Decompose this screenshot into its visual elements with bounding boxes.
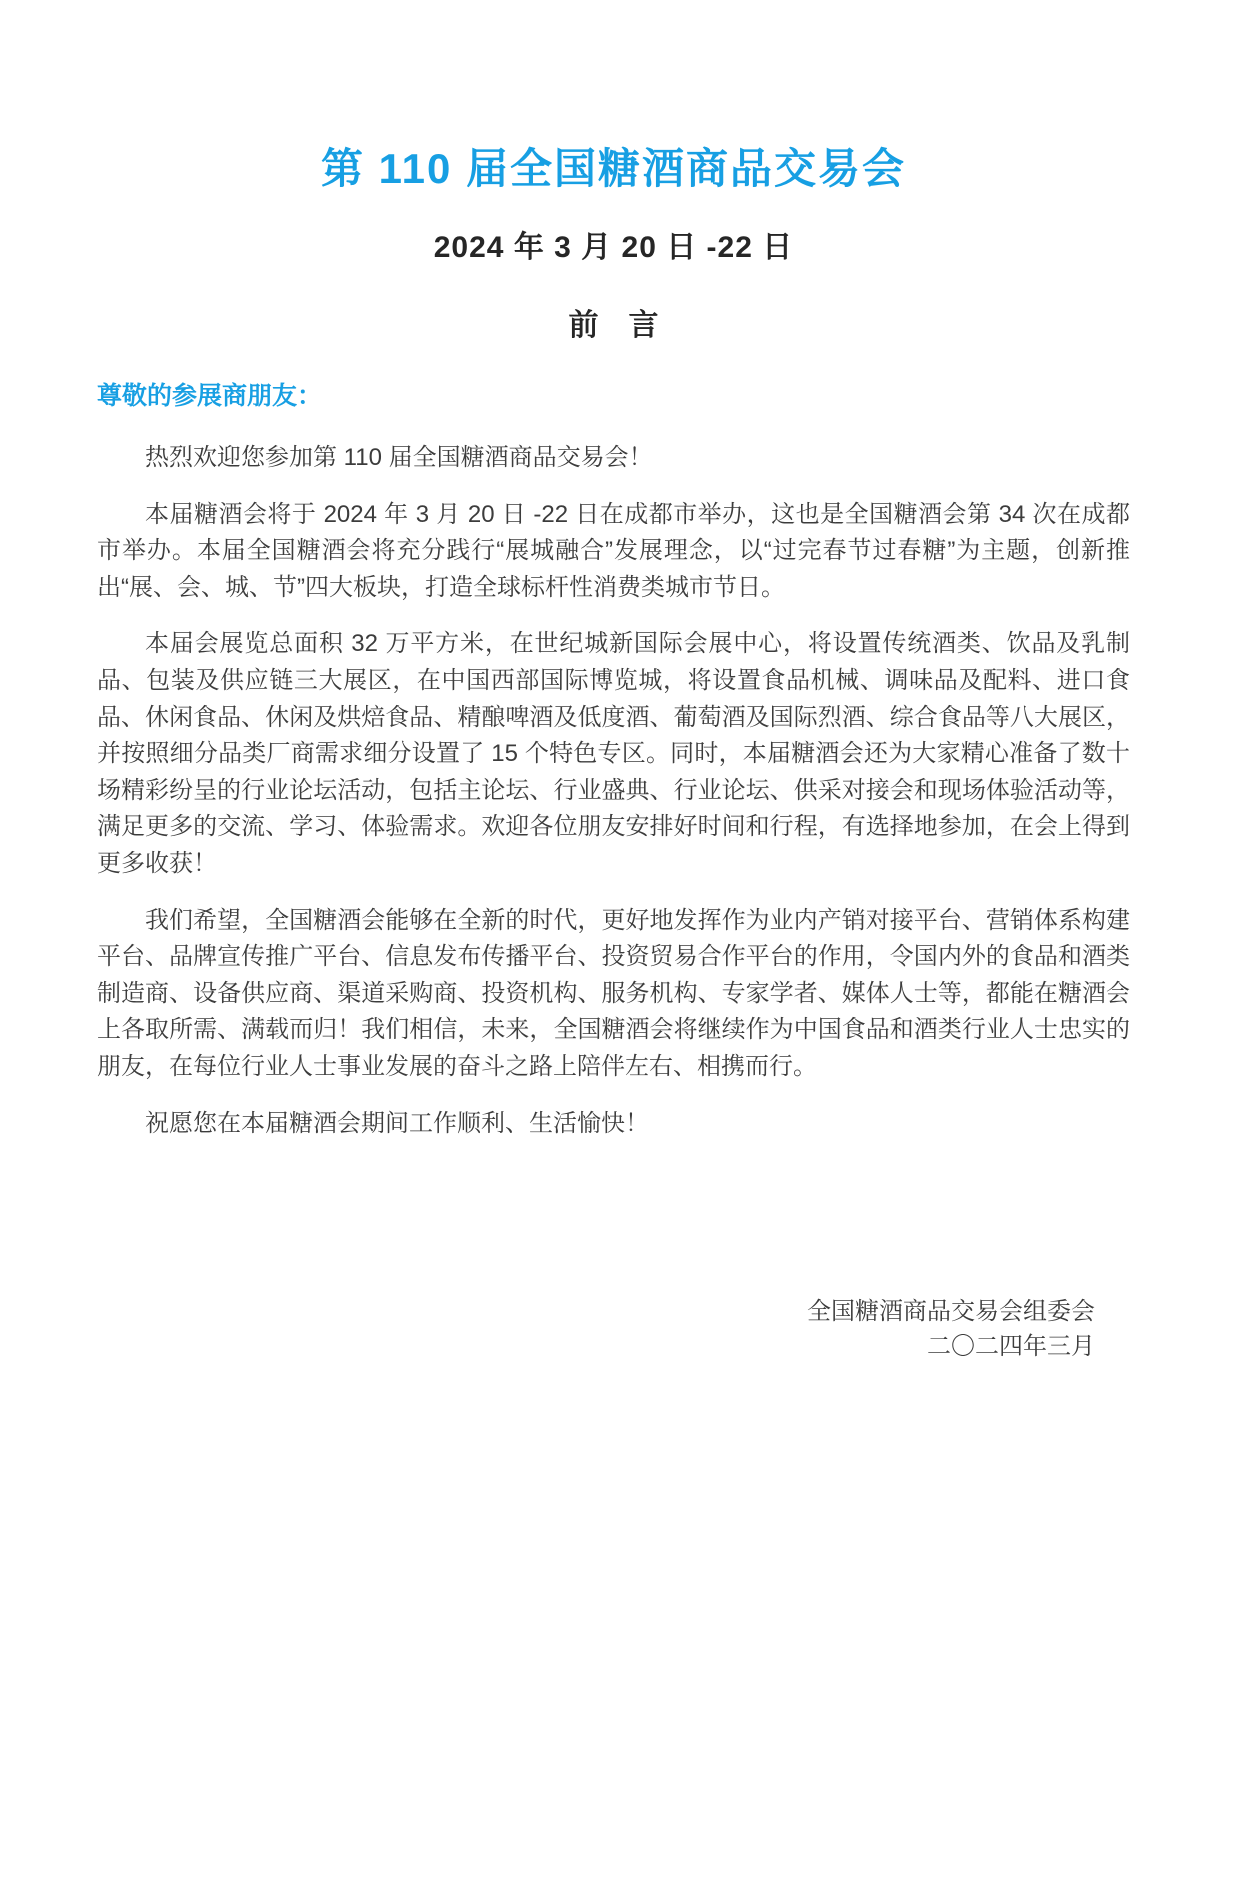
paragraph-wishes: 祝愿您在本届糖酒会期间工作顺利、生活愉快！: [145, 1109, 649, 1137]
signature-organization: 全国糖酒商品交易会组委会: [807, 1298, 1095, 1326]
signature-block: [97, 1294, 1130, 1364]
signature-date: 二〇二四年三月: [927, 1333, 1095, 1361]
section-heading-preface: 前 言: [568, 309, 659, 342]
document-title: 第 110 届全国糖酒商品交易会: [320, 145, 907, 192]
event-date: 2024 年 3 月 20 日 -22 日: [433, 231, 794, 264]
paragraph-exhibition-details: 本届会展览总面积 32 万平方米，在世纪城新国际会展中心，将设置传统酒类、饮品及乳制品、包装及供应链三大展区，在中国西部国际博览城，将设置食品机械、调味品及配料、进口食品、休闲食品、休闲及烘焙食品、精酿啤酒及低度酒、葡萄酒及国际烈酒、综合食品等八大展区，并按照细分品类厂商需求细分设置了 15 个特色专区。同时，本届糖酒会还为大家精心准备了数十场精彩纷呈的行业论坛活动，包括主论坛、行业盛典、行业论坛、供采对接会和现场体验活动等，满足更多的交流、学习、体验需求。欢迎各位朋友安排好时间和行程，有选择地参加，在会上得到更多收获！: [97, 630, 1130, 877]
paragraph-event-overview: 本届糖酒会将于 2024 年 3 月 20 日 -22 日在成都市举办，这也是全国糖酒会第 34 次在成都市举办。本届全国糖酒会将充分践行“展城融合”发展理念，以“过完春节过春糖”为主题，创新推出“展、会、城、节”四大板块，打造全球标杆性消费类城市节日。: [97, 500, 1130, 601]
salutation: 尊敬的参展商朋友：: [97, 382, 323, 410]
paragraph-welcome: 热烈欢迎您参加第 110 届全国糖酒商品交易会！: [145, 444, 653, 471]
paragraph-platform-vision: 我们希望，全国糖酒会能够在全新的时代，更好地发挥作为业内产销对接平台、营销体系构建平台、品牌宣传推广平台、信息发布传播平台、投资贸易合作平台的作用，令国内外的食品和酒类制造商、设备供应商、渠道采购商、投资机构、服务机构、专家学者、媒体人士等，都能在糖酒会上各取所需、满载而归！我们相信，未来，全国糖酒会将继续作为中国食品和酒类行业人士忠实的朋友，在每位行业人士事业发展的奋斗之路上陪伴左右、相携而行。: [97, 906, 1130, 1080]
document-body: [97, 440, 1130, 1142]
